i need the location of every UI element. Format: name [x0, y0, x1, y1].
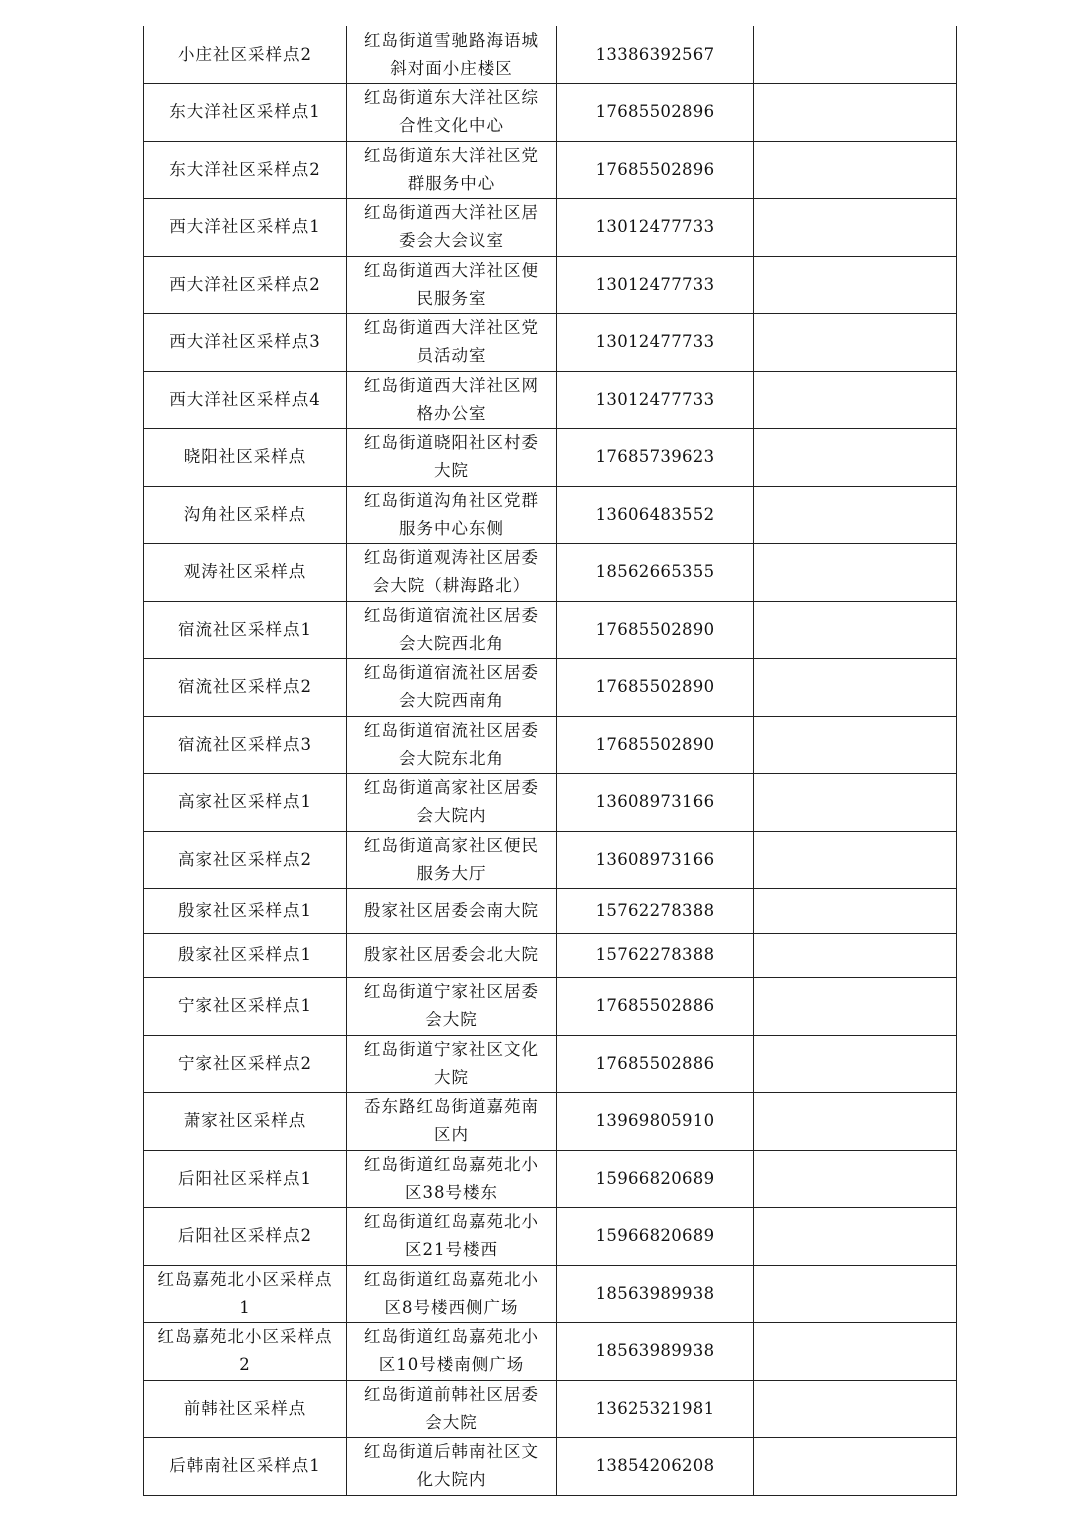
table-row — [144, 1323, 957, 1381]
table-row — [144, 1208, 957, 1266]
table-row — [144, 933, 957, 978]
site-name-cell: 后韩南社区采样点1 — [144, 1438, 347, 1496]
note-cell — [754, 1438, 957, 1496]
table-row — [144, 486, 957, 544]
note-cell — [754, 889, 957, 934]
note-cell — [754, 978, 957, 1036]
table-row — [144, 371, 957, 429]
address-cell: 红岛街道西大洋社区便民服务室 — [347, 256, 557, 314]
phone-cell: 13386392567 — [557, 26, 754, 84]
site-name-cell: 东大洋社区采样点1 — [144, 84, 347, 142]
phone-cell: 17685502886 — [557, 978, 754, 1036]
note-cell — [754, 429, 957, 487]
site-name-cell: 小庄社区采样点2 — [144, 26, 347, 84]
note-cell — [754, 1323, 957, 1381]
phone-cell: 13608973166 — [557, 831, 754, 889]
phone-cell: 18563989938 — [557, 1265, 754, 1323]
site-name-cell: 沟角社区采样点 — [144, 486, 347, 544]
note-cell — [754, 716, 957, 774]
site-name-cell: 高家社区采样点2 — [144, 831, 347, 889]
table-row — [144, 889, 957, 934]
note-cell — [754, 831, 957, 889]
note-cell — [754, 1035, 957, 1093]
phone-cell: 17685739623 — [557, 429, 754, 487]
table-row — [144, 774, 957, 832]
sampling-points-table — [143, 26, 957, 1496]
note-cell — [754, 199, 957, 257]
site-name-cell: 宁家社区采样点1 — [144, 978, 347, 1036]
phone-cell: 13012477733 — [557, 199, 754, 257]
address-cell: 红岛街道红岛嘉苑北小区38号楼东 — [347, 1150, 557, 1208]
address-cell: 岙东路红岛街道嘉苑南区内 — [347, 1093, 557, 1151]
site-name-cell: 宿流社区采样点2 — [144, 659, 347, 717]
phone-cell: 17685502896 — [557, 141, 754, 199]
site-name-cell: 观涛社区采样点 — [144, 544, 347, 602]
table-row — [144, 1265, 957, 1323]
note-cell — [754, 774, 957, 832]
address-cell: 红岛街道宁家社区居委会大院 — [347, 978, 557, 1036]
note-cell — [754, 1380, 957, 1438]
phone-cell: 17685502886 — [557, 1035, 754, 1093]
phone-cell: 18563989938 — [557, 1323, 754, 1381]
site-name-cell: 西大洋社区采样点3 — [144, 314, 347, 372]
table-row — [144, 716, 957, 774]
table-row — [144, 429, 957, 487]
site-name-cell: 西大洋社区采样点2 — [144, 256, 347, 314]
note-cell — [754, 1150, 957, 1208]
phone-cell: 15966820689 — [557, 1208, 754, 1266]
note-cell — [754, 256, 957, 314]
phone-cell: 13012477733 — [557, 314, 754, 372]
table-row — [144, 314, 957, 372]
note-cell — [754, 1265, 957, 1323]
table-row — [144, 544, 957, 602]
address-cell: 红岛街道宿流社区居委会大院西南角 — [347, 659, 557, 717]
address-cell: 红岛街道红岛嘉苑北小区10号楼南侧广场 — [347, 1323, 557, 1381]
address-cell: 红岛街道西大洋社区党员活动室 — [347, 314, 557, 372]
phone-cell: 17685502890 — [557, 716, 754, 774]
address-cell: 红岛街道观涛社区居委会大院（耕海路北） — [347, 544, 557, 602]
phone-cell: 17685502890 — [557, 659, 754, 717]
address-cell: 殷家社区居委会北大院 — [347, 933, 557, 978]
table-row — [144, 831, 957, 889]
phone-cell: 13854206208 — [557, 1438, 754, 1496]
address-cell: 殷家社区居委会南大院 — [347, 889, 557, 934]
site-name-cell: 萧家社区采样点 — [144, 1093, 347, 1151]
site-name-cell: 后阳社区采样点2 — [144, 1208, 347, 1266]
note-cell — [754, 933, 957, 978]
table-row — [144, 1035, 957, 1093]
address-cell: 红岛街道宿流社区居委会大院东北角 — [347, 716, 557, 774]
table-row — [144, 199, 957, 257]
note-cell — [754, 84, 957, 142]
phone-cell: 15762278388 — [557, 933, 754, 978]
site-name-cell: 高家社区采样点1 — [144, 774, 347, 832]
note-cell — [754, 26, 957, 84]
address-cell: 红岛街道东大洋社区综合性文化中心 — [347, 84, 557, 142]
address-cell: 红岛街道宿流社区居委会大院西北角 — [347, 601, 557, 659]
table-row — [144, 1380, 957, 1438]
site-name-cell: 宁家社区采样点2 — [144, 1035, 347, 1093]
site-name-cell: 西大洋社区采样点1 — [144, 199, 347, 257]
table-row — [144, 256, 957, 314]
table-row — [144, 1150, 957, 1208]
address-cell: 红岛街道沟角社区党群服务中心东侧 — [347, 486, 557, 544]
phone-cell: 13012477733 — [557, 371, 754, 429]
phone-cell: 15966820689 — [557, 1150, 754, 1208]
note-cell — [754, 141, 957, 199]
site-name-cell: 红岛嘉苑北小区采样点2 — [144, 1323, 347, 1381]
address-cell: 红岛街道东大洋社区党群服务中心 — [347, 141, 557, 199]
note-cell — [754, 601, 957, 659]
table-row — [144, 84, 957, 142]
table-row — [144, 26, 957, 84]
address-cell: 红岛街道宁家社区文化大院 — [347, 1035, 557, 1093]
address-cell: 红岛街道红岛嘉苑北小区8号楼西侧广场 — [347, 1265, 557, 1323]
note-cell — [754, 1093, 957, 1151]
table-row — [144, 978, 957, 1036]
address-cell: 红岛街道西大洋社区居委会大会议室 — [347, 199, 557, 257]
address-cell: 红岛街道雪驰路海语城斜对面小庄楼区 — [347, 26, 557, 84]
phone-cell: 15762278388 — [557, 889, 754, 934]
note-cell — [754, 314, 957, 372]
phone-cell: 13606483552 — [557, 486, 754, 544]
address-cell: 红岛街道晓阳社区村委大院 — [347, 429, 557, 487]
note-cell — [754, 1208, 957, 1266]
phone-cell: 13012477733 — [557, 256, 754, 314]
phone-cell: 13625321981 — [557, 1380, 754, 1438]
site-name-cell: 殷家社区采样点1 — [144, 933, 347, 978]
site-name-cell: 红岛嘉苑北小区采样点1 — [144, 1265, 347, 1323]
phone-cell: 17685502890 — [557, 601, 754, 659]
site-name-cell: 后阳社区采样点1 — [144, 1150, 347, 1208]
note-cell — [754, 371, 957, 429]
phone-cell: 13969805910 — [557, 1093, 754, 1151]
note-cell — [754, 486, 957, 544]
note-cell — [754, 659, 957, 717]
address-cell: 红岛街道前韩社区居委会大院 — [347, 1380, 557, 1438]
address-cell: 红岛街道红岛嘉苑北小区21号楼西 — [347, 1208, 557, 1266]
phone-cell: 13608973166 — [557, 774, 754, 832]
address-cell: 红岛街道高家社区便民服务大厅 — [347, 831, 557, 889]
address-cell: 红岛街道高家社区居委会大院内 — [347, 774, 557, 832]
site-name-cell: 前韩社区采样点 — [144, 1380, 347, 1438]
phone-cell: 18562665355 — [557, 544, 754, 602]
address-cell: 红岛街道后韩南社区文化大院内 — [347, 1438, 557, 1496]
table-row — [144, 1093, 957, 1151]
address-cell: 红岛街道西大洋社区网格办公室 — [347, 371, 557, 429]
site-name-cell: 殷家社区采样点1 — [144, 889, 347, 934]
site-name-cell: 东大洋社区采样点2 — [144, 141, 347, 199]
note-cell — [754, 544, 957, 602]
table-row — [144, 141, 957, 199]
site-name-cell: 晓阳社区采样点 — [144, 429, 347, 487]
table-row — [144, 659, 957, 717]
phone-cell: 17685502896 — [557, 84, 754, 142]
site-name-cell: 西大洋社区采样点4 — [144, 371, 347, 429]
site-name-cell: 宿流社区采样点1 — [144, 601, 347, 659]
table-row — [144, 1438, 957, 1496]
table-row — [144, 601, 957, 659]
site-name-cell: 宿流社区采样点3 — [144, 716, 347, 774]
